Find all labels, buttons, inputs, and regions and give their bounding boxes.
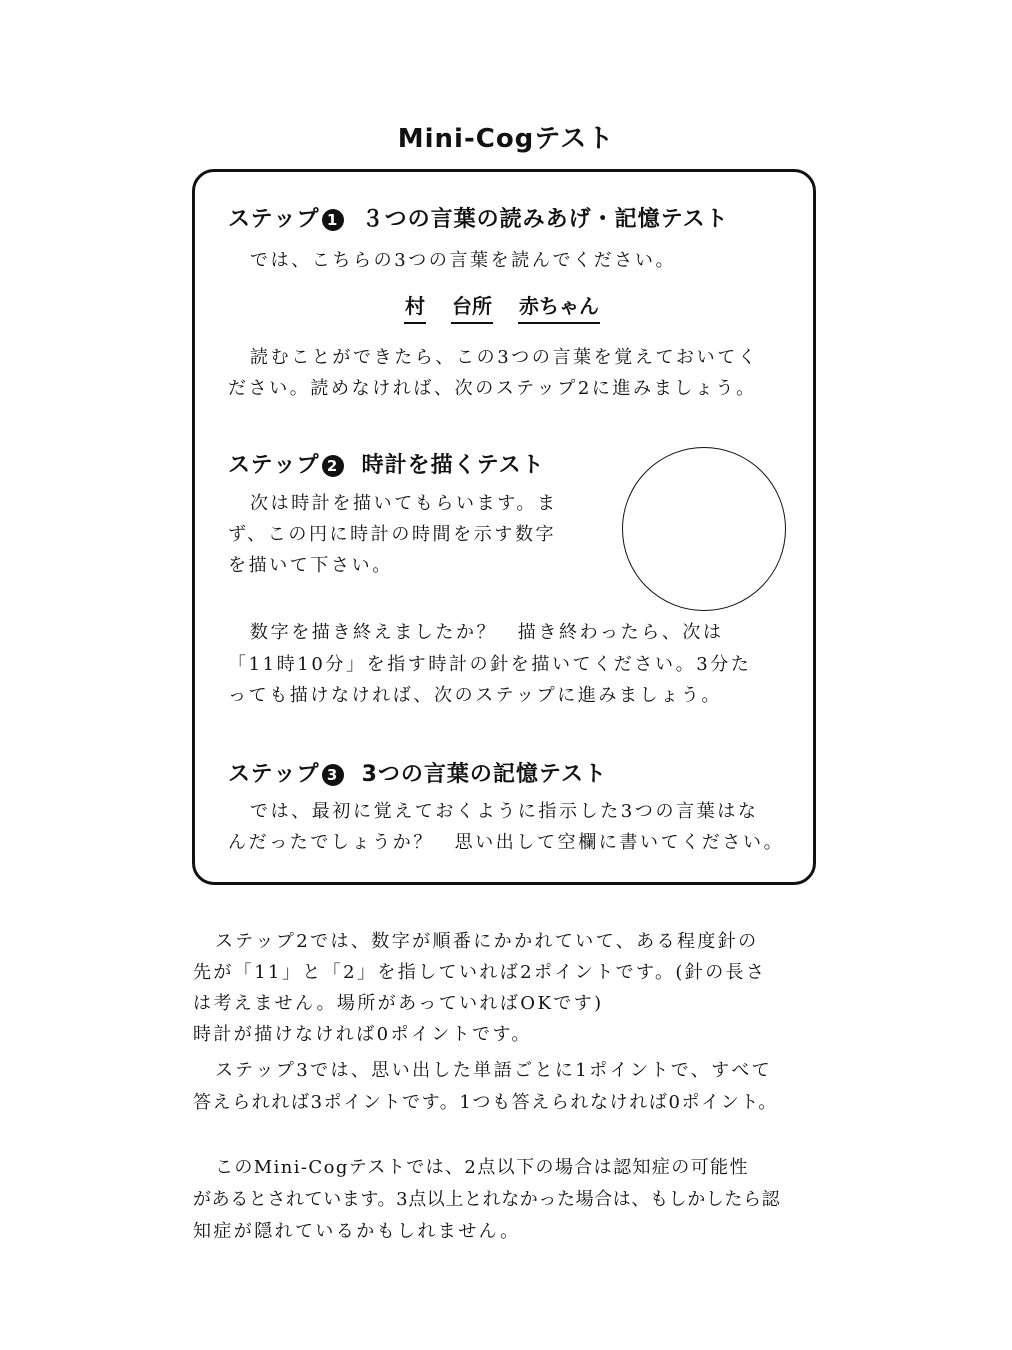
step-label: ステップ	[228, 762, 320, 787]
step1-instruction-line: ださい。読めなければ、次のステップ2に進みましょう。	[228, 378, 757, 399]
step1-heading	[228, 202, 729, 233]
step3-title: 3つの言葉の記憶テスト	[361, 762, 607, 787]
memory-word: 赤ちゃん	[518, 290, 600, 324]
scoring-line: ステップ2では、数字が順番にかかれていて、ある程度針の	[215, 931, 759, 952]
scoring-line: 先が「11」と「2」を指していれば2ポイントです。(針の長さ	[193, 962, 767, 983]
step2-followup-line: 「11時10分」を指す時計の針を描いてください。3分た	[228, 654, 752, 675]
step-number-badge: 1	[322, 209, 344, 231]
step1-title: ３つの言葉の読みあげ・記憶テスト	[361, 207, 729, 232]
step1-intro: では、こちらの3つの言葉を読んでください。	[250, 250, 677, 271]
step2-followup-line: 数字を描き終えましたか？ 描き終わったら、次は	[250, 622, 724, 643]
step2-intro-line: を描いて下さい。	[228, 555, 393, 576]
step3-line: んだったでしょうか？ 思い出して空欄に書いてください。	[228, 832, 785, 853]
step2-title: 時計を描くテスト	[361, 453, 545, 478]
conclusion-line: があるとされています。3点以上とれなかった場合は、もしかしたら認	[193, 1189, 781, 1210]
step-label: ステップ	[228, 207, 320, 232]
step2-intro-line: 次は時計を描いてもらいます。ま	[250, 493, 558, 514]
memory-word: 村	[404, 290, 426, 324]
step-label: ステップ	[228, 453, 320, 478]
memory-word: 台所	[451, 290, 493, 324]
step2-followup-line: っても描けなければ、次のステップに進みましょう。	[228, 685, 723, 706]
step-number-badge: 3	[322, 764, 344, 786]
step2-intro-line: ず、この円に時計の時間を示す数字	[228, 524, 557, 545]
conclusion-line: 知症が隠れているかもしれません。	[193, 1221, 521, 1242]
memory-words	[190, 290, 814, 324]
conclusion-line: このMini-Cogテストでは、2点以下の場合は認知症の可能性	[215, 1157, 749, 1178]
step3-heading	[228, 757, 607, 788]
scoring-line: は考えません。場所があっていればOKです)	[193, 993, 604, 1014]
step-number-badge: 2	[322, 455, 344, 477]
step3-line: では、最初に覚えておくように指示した3つの言葉はな	[250, 801, 759, 822]
scoring-line: 時計が描けなければ0ポイントです。	[193, 1024, 532, 1045]
step2-heading	[228, 448, 545, 479]
scoring-line: 答えられれば3ポイントです。1つも答えられなければ0ポイント。	[193, 1092, 778, 1113]
step1-instruction-line: 読むことができたら、この3つの言葉を覚えておいてく	[250, 347, 759, 368]
scoring-line: ステップ3では、思い出した単語ごとに1ポイントで、すべて	[215, 1060, 773, 1081]
page-title: Mini-Cogテスト	[397, 124, 615, 154]
clock-drawing-circle[interactable]	[622, 447, 786, 611]
